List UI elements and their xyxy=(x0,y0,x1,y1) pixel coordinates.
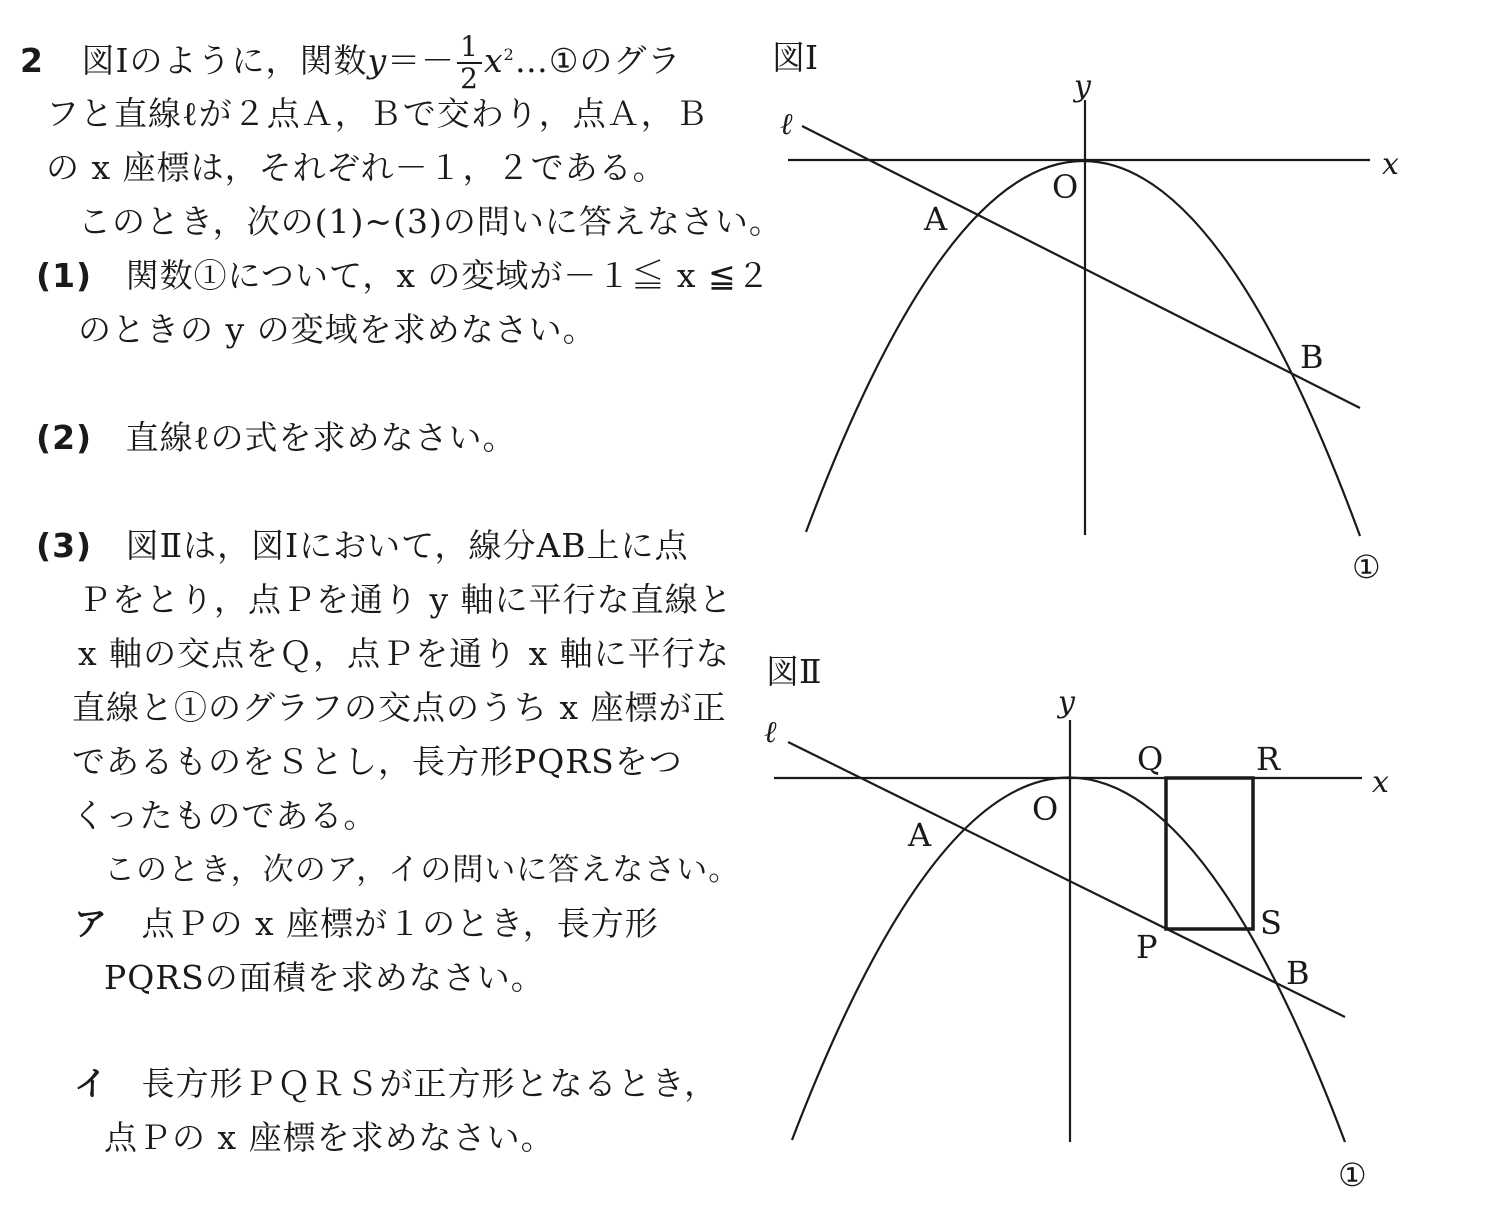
intro-line-3: の x 座標は，それぞれ－１，２である。 xyxy=(46,148,667,187)
figure2-label-curve: ① xyxy=(1338,1156,1367,1194)
q3a-line-1: ア 点Ｐの x 座標が１のとき，長方形 xyxy=(74,904,659,943)
figure2-label-A: A xyxy=(908,816,932,854)
q2-label: (2) xyxy=(36,418,93,457)
figure1-label-y: y xyxy=(1074,69,1091,104)
problem-number: 2 xyxy=(20,41,44,80)
figure2-label-S: S xyxy=(1260,904,1282,942)
q3a-line-2: PQRSの面積を求めなさい。 xyxy=(104,958,545,997)
q1-label: (1) xyxy=(36,256,93,295)
q3a-label: ア xyxy=(74,904,108,943)
q3-line-5: であるものをＳとし，長方形PQRSをつ xyxy=(72,742,683,781)
intro-line-4: このとき，次の(1)~(3)の問いに答えなさい。 xyxy=(78,202,783,241)
q2-line-1: (2) 直線ℓの式を求めなさい。 xyxy=(36,418,517,457)
figure2-line-l xyxy=(788,742,1345,1017)
figure2-label-l: ℓ xyxy=(764,715,777,750)
intro-line-2: フと直線ℓが２点Ａ，Ｂで交わり，点Ａ，Ｂ xyxy=(46,94,709,133)
figure1-label-l: ℓ xyxy=(780,107,793,142)
figure1-label-origin: O xyxy=(1052,168,1079,206)
q3b-line-2: 点Ｐの x 座標を求めなさい。 xyxy=(104,1118,555,1157)
figure2-title: 図Ⅱ xyxy=(766,652,822,691)
figure2-label-B: B xyxy=(1286,954,1310,992)
q3-line-7: このとき，次のア，イの問いに答えなさい。 xyxy=(104,852,741,888)
figure1-title: 図Ⅰ xyxy=(772,38,819,77)
q3-line-6: くったものである。 xyxy=(72,796,378,835)
q1-line-1: (1) 関数①について，x の変域が－１≦ x ≦２ xyxy=(36,256,771,295)
q3b-line-1: イ 長方形ＰＱＲＳが正方形となるとき， xyxy=(74,1064,719,1103)
fraction: $\frac{1}{2}$ xyxy=(457,32,482,94)
figure2-label-origin: O xyxy=(1032,790,1059,828)
intro-line-1: 2 図Ⅰのように，関数y＝－ $\frac{1}{2}$ $x^2\dots ①$のグラ xyxy=(20,30,682,95)
figure1-label-x: x xyxy=(1382,147,1399,182)
figure1-label-B: B xyxy=(1300,338,1324,376)
figure2-label-y: y xyxy=(1058,685,1075,720)
figure2-label-P: P xyxy=(1136,928,1158,966)
figure2-parabola xyxy=(792,777,1345,1142)
rectangle-PQRS xyxy=(1166,778,1253,929)
q3-label: (3) xyxy=(36,526,93,565)
q3-line-4: 直線と①のグラフの交点のうち x 座標が正 xyxy=(72,688,727,727)
q1-line-2: のときの y の変域を求めなさい。 xyxy=(78,310,597,349)
figure2-label-x: x xyxy=(1372,765,1389,800)
q3-line-2: Ｐをとり，点Ｐを通り y 軸に平行な直線と xyxy=(78,580,733,619)
q3-line-3: x 軸の交点をＱ，点Ｐを通り x 軸に平行な xyxy=(78,634,730,673)
figure2-label-R: R xyxy=(1256,740,1281,778)
figure1-label-curve: ① xyxy=(1352,548,1381,586)
figure1-label-A: A xyxy=(924,200,948,238)
q3-line-1: (3) 図Ⅱは，図Ⅰにおいて，線分AB上に点 xyxy=(36,526,689,565)
figure2-label-Q: Q xyxy=(1137,740,1164,778)
q3b-label: イ xyxy=(74,1064,108,1103)
